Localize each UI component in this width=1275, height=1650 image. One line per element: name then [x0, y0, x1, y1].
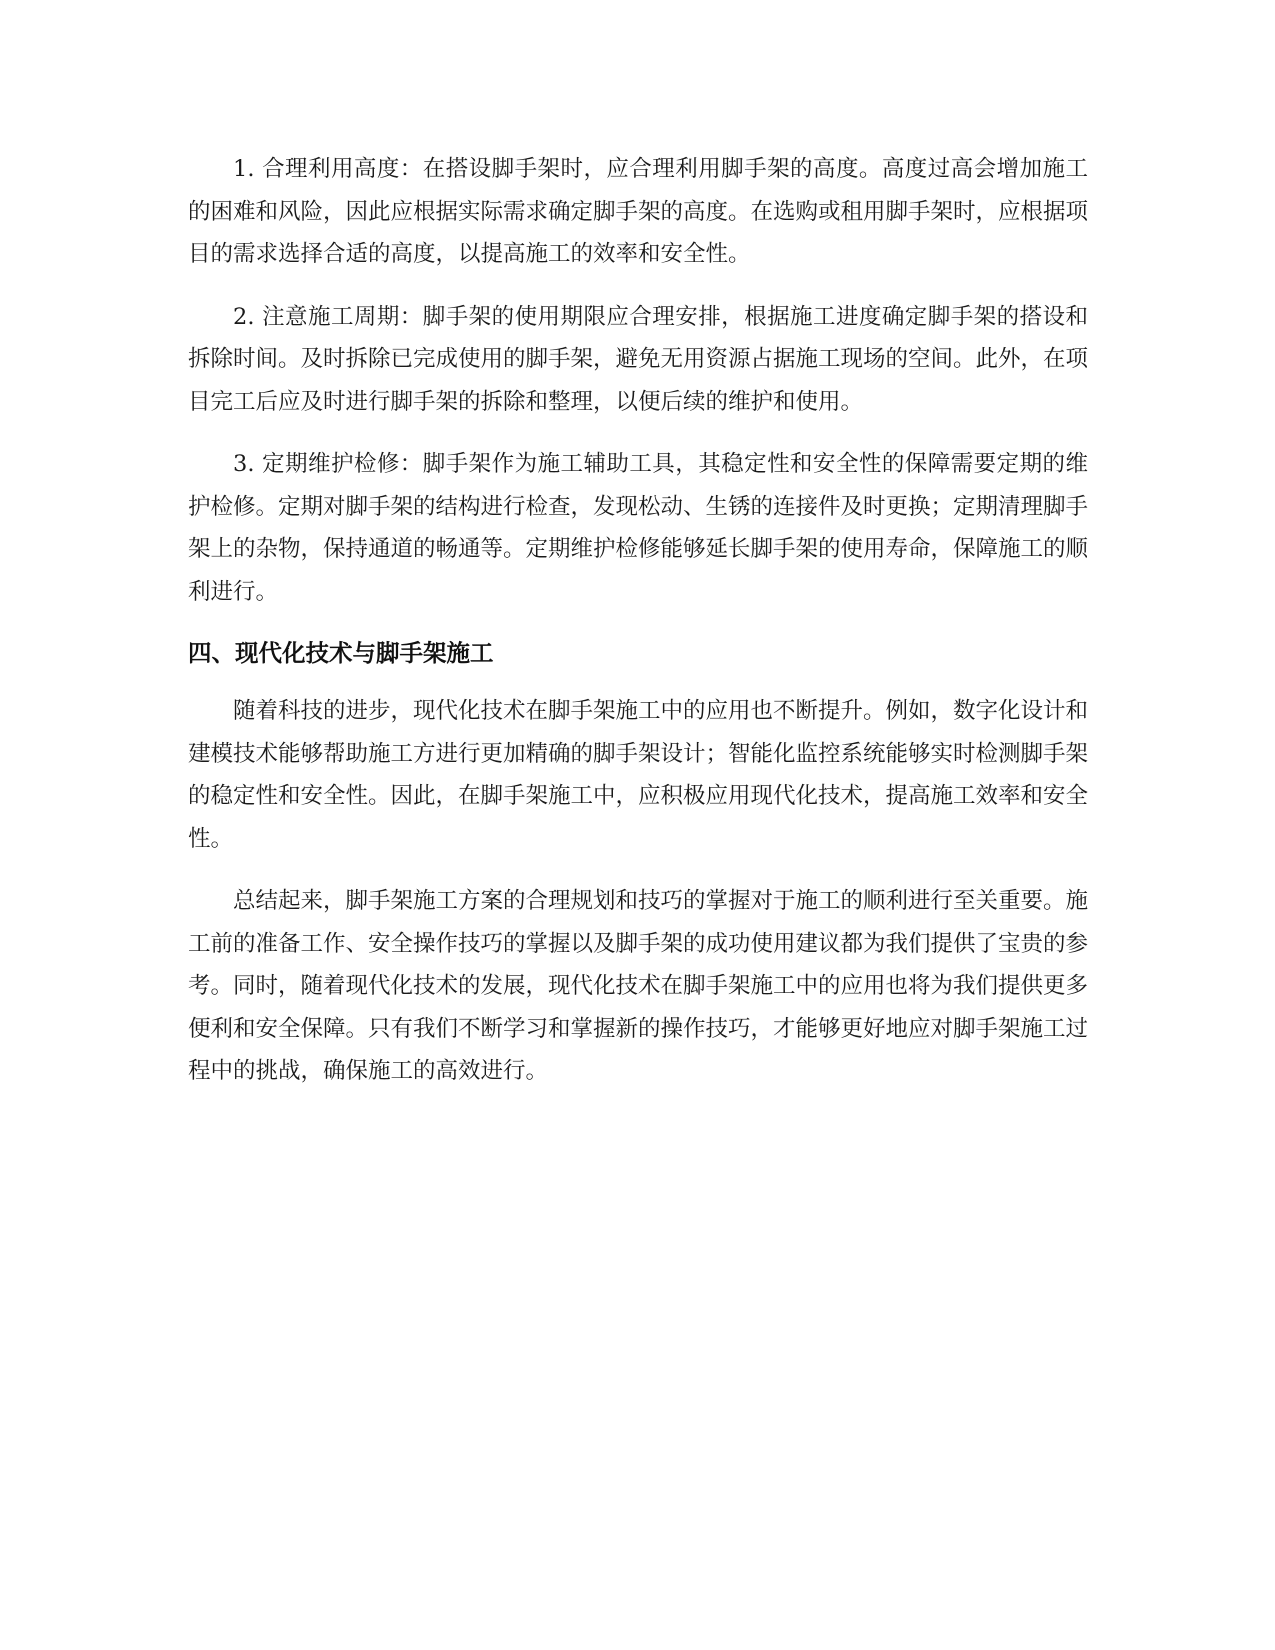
document-body — [188, 148, 1088, 1113]
section-paragraph: 随着科技的进步，现代化技术在脚手架施工中的应用也不断提升。例如，数字化设计和建模技术能够帮助施工方进行更加精确的脚手架设计；智能化监控系统能够实时检测脚手架的稳定性和安全性。因此，在脚手架施工中，应积极应用现代化技术，提高施工效率和安全性。 — [188, 698, 1089, 852]
section-heading: 四、现代化技术与脚手架施工 — [188, 639, 494, 667]
list-item-maintenance: 3. 定期维护检修：脚手架作为施工辅助工具，其稳定性和安全性的保障需要定期的维护检修。定期对脚手架的结构进行检查，发现松动、生锈的连接件及时更换；定期清理脚手架上的杂物，保持通道的畅通等。定期维护检修能够延长脚手架的使用寿命，保障施工的顺利进行。 — [188, 451, 1089, 605]
conclusion-paragraph: 总结起来，脚手架施工方案的合理规划和技巧的掌握对于施工的顺利进行至关重要。施工前的准备工作、安全操作技巧的掌握以及脚手架的成功使用建议都为我们提供了宝贵的参考。同时，随着现代化技术的发展，现代化技术在脚手架施工中的应用也将为我们提供更多便利和安全保障。只有我们不断学习和掌握新的操作技巧，才能够更好地应对脚手架施工过程中的挑战，确保施工的高效进行。 — [188, 888, 1089, 1084]
list-item-height: 1. 合理利用高度：在搭设脚手架时，应合理利用脚手架的高度。高度过高会增加施工的困难和风险，因此应根据实际需求确定脚手架的高度。在选购或租用脚手架时，应根据项目的需求选择合适的高度，以提高施工的效率和安全性。 — [188, 156, 1089, 267]
list-item-period: 2. 注意施工周期：脚手架的使用期限应合理安排，根据施工进度确定脚手架的搭设和拆除时间。及时拆除已完成使用的脚手架，避免无用资源占据施工现场的空间。此外，在项目完工后应及时进行脚手架的拆除和整理，以便后续的维护和使用。 — [188, 303, 1089, 415]
